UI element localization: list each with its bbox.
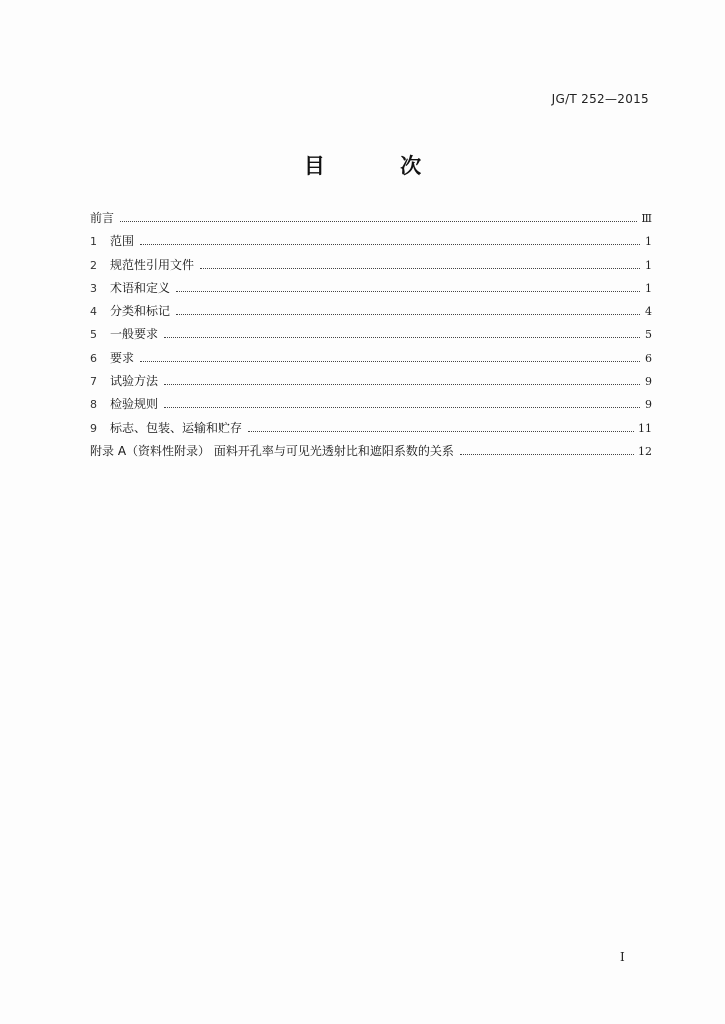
toc-entry-page: 1 (645, 281, 652, 295)
toc-entry-title: 分类和标记 (110, 304, 171, 319)
toc-leader-dots (164, 383, 640, 385)
table-of-contents (90, 207, 652, 463)
toc-entry-page: 6 (645, 351, 652, 365)
toc-leader-dots (164, 336, 640, 338)
toc-entry-1[interactable] (90, 230, 652, 253)
toc-entry-page: 9 (645, 375, 652, 389)
toc-entry-page: Ⅲ (641, 212, 652, 225)
toc-entry-number: 1 (90, 235, 97, 249)
toc-entry-number: 2 (90, 258, 97, 272)
toc-leader-dots (140, 243, 640, 245)
toc-entry-7[interactable] (90, 370, 652, 393)
toc-entry-title: 标志、包装、运输和贮存 (110, 420, 243, 435)
toc-entry-page: 11 (638, 421, 652, 435)
toc-entry-page: 9 (645, 398, 652, 412)
page-title: 目 次 (303, 154, 456, 178)
toc-entry-title: 范围 (110, 234, 135, 249)
toc-entry-title: 检验规则 (110, 397, 159, 412)
toc-entry-title: 前言 (90, 211, 115, 225)
toc-leader-dots (176, 290, 640, 292)
toc-entry-foreword[interactable] (90, 207, 652, 230)
toc-entry-number: 6 (90, 351, 97, 365)
toc-entry-4[interactable] (90, 300, 652, 323)
toc-leader-dots (120, 220, 637, 222)
toc-leader-dots (460, 453, 634, 455)
toc-entry-number: 5 (90, 328, 97, 342)
toc-leader-dots (140, 360, 640, 362)
standard-code: JG/T 252—2015 (551, 92, 649, 106)
toc-leader-dots (176, 313, 640, 315)
toc-entry-number: 4 (90, 305, 97, 319)
toc-entry-9[interactable] (90, 417, 652, 440)
toc-entry-title: 术语和定义 (110, 280, 171, 295)
toc-leader-dots (200, 267, 640, 269)
page-number: I (620, 950, 625, 964)
toc-entry-number: 7 (90, 375, 97, 389)
toc-entry-2[interactable] (90, 254, 652, 277)
toc-entry-page: 4 (645, 305, 652, 319)
toc-entry-page: 1 (645, 258, 652, 272)
toc-entry-number: 8 (90, 398, 97, 412)
toc-entry-page: 5 (645, 328, 652, 342)
toc-entry-title: 规范性引用文件 (110, 257, 195, 272)
toc-entry-title: 试验方法 (110, 374, 159, 389)
toc-entry-title: 要求 (110, 350, 135, 365)
toc-entry-title: 附录 A（资料性附录） 面料开孔率与可见光透射比和遮阳系数的关系 (90, 443, 454, 458)
toc-leader-dots (248, 430, 634, 432)
toc-entry-number: 3 (90, 281, 97, 295)
toc-entry-6[interactable] (90, 347, 652, 370)
toc-entry-number: 9 (90, 421, 97, 435)
toc-entry-title: 一般要求 (110, 327, 159, 342)
toc-leader-dots (164, 406, 640, 408)
toc-entry-page: 12 (638, 444, 652, 458)
toc-entry-5[interactable] (90, 323, 652, 346)
toc-entry-page: 1 (645, 235, 652, 249)
toc-entry-appendix-a[interactable] (90, 440, 652, 463)
toc-entry-8[interactable] (90, 393, 652, 416)
toc-entry-3[interactable] (90, 277, 652, 300)
